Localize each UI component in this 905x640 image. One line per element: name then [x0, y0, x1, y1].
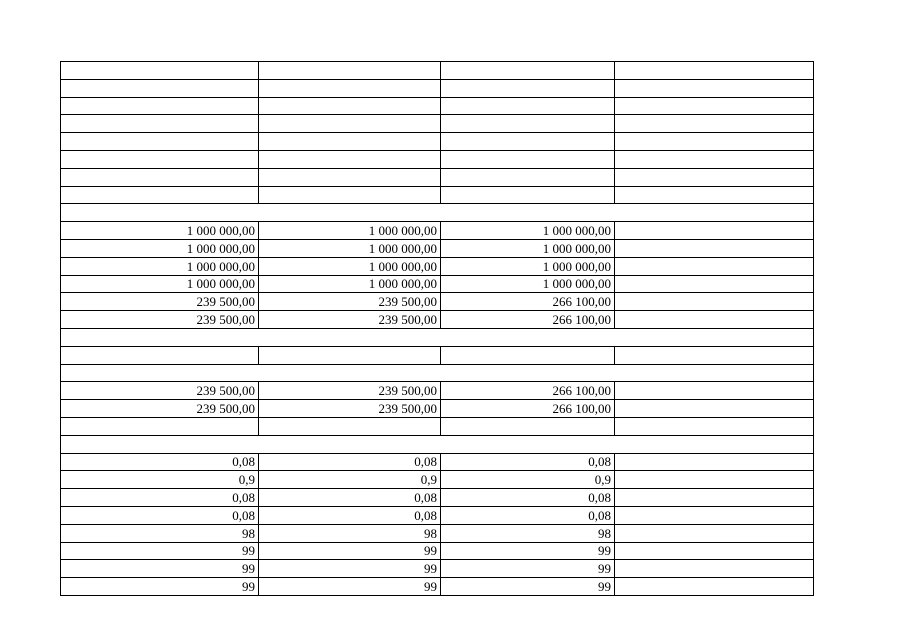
table-cell — [615, 62, 814, 80]
table-cell — [615, 257, 814, 275]
table-cell: 0,08 — [441, 453, 615, 471]
table-row — [61, 417, 814, 435]
table-row — [61, 489, 814, 507]
table-cell: 239 500,00 — [259, 293, 441, 311]
table-cell — [615, 293, 814, 311]
table-cell: 98 — [61, 524, 259, 542]
table-cell — [259, 97, 441, 115]
table-row — [61, 578, 814, 596]
table-cell — [441, 186, 615, 204]
table-row — [61, 115, 814, 133]
table-cell — [61, 435, 814, 453]
table-cell — [441, 150, 615, 168]
table-cell — [61, 168, 259, 186]
table-cell: 266 100,00 — [441, 311, 615, 329]
table-cell — [61, 97, 259, 115]
table-cell — [441, 79, 615, 97]
table-cell — [259, 346, 441, 364]
table-cell — [441, 133, 615, 151]
table-cell: 1 000 000,00 — [259, 257, 441, 275]
table-cell: 99 — [61, 578, 259, 596]
table-row — [61, 560, 814, 578]
table-row — [61, 346, 814, 364]
table-cell — [615, 453, 814, 471]
table-cell — [615, 97, 814, 115]
table-cell: 0,08 — [259, 489, 441, 507]
table-cell: 0,08 — [61, 489, 259, 507]
table-row — [61, 471, 814, 489]
table-cell: 98 — [259, 524, 441, 542]
table-cell: 266 100,00 — [441, 400, 615, 418]
table-row — [61, 97, 814, 115]
table-cell — [259, 150, 441, 168]
table-cell — [615, 311, 814, 329]
table-cell: 1 000 000,00 — [441, 275, 615, 293]
table-cell — [259, 186, 441, 204]
table-cell: 239 500,00 — [61, 311, 259, 329]
table-cell: 266 100,00 — [441, 382, 615, 400]
table-cell: 239 500,00 — [61, 400, 259, 418]
table-cell — [61, 79, 259, 97]
table-row — [61, 382, 814, 400]
table-cell: 1 000 000,00 — [441, 239, 615, 257]
table-cell — [615, 168, 814, 186]
table-cell — [615, 560, 814, 578]
table-cell — [615, 275, 814, 293]
table-cell: 1 000 000,00 — [441, 222, 615, 240]
table-cell — [615, 382, 814, 400]
table-cell — [259, 133, 441, 151]
table-cell: 0,08 — [61, 506, 259, 524]
table-cell: 0,08 — [61, 453, 259, 471]
table-cell: 239 500,00 — [259, 382, 441, 400]
table-row — [61, 293, 814, 311]
table-cell: 99 — [441, 560, 615, 578]
table-row — [61, 239, 814, 257]
table-cell: 98 — [441, 524, 615, 542]
table-cell — [615, 417, 814, 435]
table-cell — [259, 168, 441, 186]
table-row — [61, 79, 814, 97]
table-cell — [61, 150, 259, 168]
table-cell — [615, 542, 814, 560]
table-row — [61, 133, 814, 151]
table-cell: 0,08 — [441, 506, 615, 524]
table-row — [61, 150, 814, 168]
table-row — [61, 364, 814, 382]
table-cell: 239 500,00 — [61, 382, 259, 400]
table-cell — [259, 115, 441, 133]
table-row — [61, 435, 814, 453]
table-cell: 1 000 000,00 — [61, 275, 259, 293]
table-row — [61, 204, 814, 222]
table-cell — [615, 186, 814, 204]
table-cell — [615, 471, 814, 489]
table-cell: 1 000 000,00 — [61, 222, 259, 240]
table-cell: 0,08 — [259, 506, 441, 524]
table-cell — [441, 97, 615, 115]
table-cell: 239 500,00 — [259, 400, 441, 418]
table-cell — [615, 222, 814, 240]
table-cell — [61, 62, 259, 80]
table-cell — [615, 524, 814, 542]
table-cell — [441, 346, 615, 364]
table-cell — [615, 239, 814, 257]
table-cell: 1 000 000,00 — [61, 257, 259, 275]
table-cell — [615, 79, 814, 97]
table-row — [61, 506, 814, 524]
table-cell — [61, 364, 814, 382]
table-cell — [61, 115, 259, 133]
table-cell: 239 500,00 — [259, 311, 441, 329]
table-cell: 0,08 — [441, 489, 615, 507]
table-cell — [61, 417, 259, 435]
table-cell: 99 — [61, 542, 259, 560]
table-row — [61, 275, 814, 293]
table-row — [61, 542, 814, 560]
table-row — [61, 222, 814, 240]
table-cell: 0,9 — [441, 471, 615, 489]
table-cell — [441, 417, 615, 435]
table-cell — [441, 168, 615, 186]
table-row — [61, 257, 814, 275]
table-cell: 1 000 000,00 — [259, 222, 441, 240]
table-cell — [615, 506, 814, 524]
table-row — [61, 328, 814, 346]
table-cell — [61, 204, 814, 222]
table-cell: 99 — [259, 560, 441, 578]
data-table — [60, 61, 814, 596]
table-row — [61, 453, 814, 471]
table-cell — [615, 346, 814, 364]
table-cell — [259, 79, 441, 97]
table-cell: 0,9 — [61, 471, 259, 489]
table-cell — [615, 150, 814, 168]
table-cell: 266 100,00 — [441, 293, 615, 311]
table-row — [61, 400, 814, 418]
table-cell — [61, 133, 259, 151]
table-cell: 99 — [441, 578, 615, 596]
table-row — [61, 311, 814, 329]
table-cell — [441, 62, 615, 80]
table-cell — [259, 62, 441, 80]
table-cell: 1 000 000,00 — [259, 275, 441, 293]
table-cell: 1 000 000,00 — [441, 257, 615, 275]
table-cell: 0,9 — [259, 471, 441, 489]
table-cell: 99 — [61, 560, 259, 578]
table-row — [61, 168, 814, 186]
table-cell: 99 — [259, 542, 441, 560]
table-cell: 99 — [259, 578, 441, 596]
table-cell — [61, 346, 259, 364]
table-cell — [441, 115, 615, 133]
table-cell — [615, 133, 814, 151]
table-cell — [61, 328, 814, 346]
table-cell — [259, 417, 441, 435]
table-cell — [615, 489, 814, 507]
table-cell: 239 500,00 — [61, 293, 259, 311]
table-body — [61, 62, 814, 596]
table-cell: 99 — [441, 542, 615, 560]
table-cell: 0,08 — [259, 453, 441, 471]
table-cell: 1 000 000,00 — [259, 239, 441, 257]
table-row — [61, 524, 814, 542]
table-row — [61, 62, 814, 80]
table-cell — [615, 115, 814, 133]
table-cell: 1 000 000,00 — [61, 239, 259, 257]
table-row — [61, 186, 814, 204]
table-cell — [615, 400, 814, 418]
table-cell — [615, 578, 814, 596]
table-cell — [61, 186, 259, 204]
